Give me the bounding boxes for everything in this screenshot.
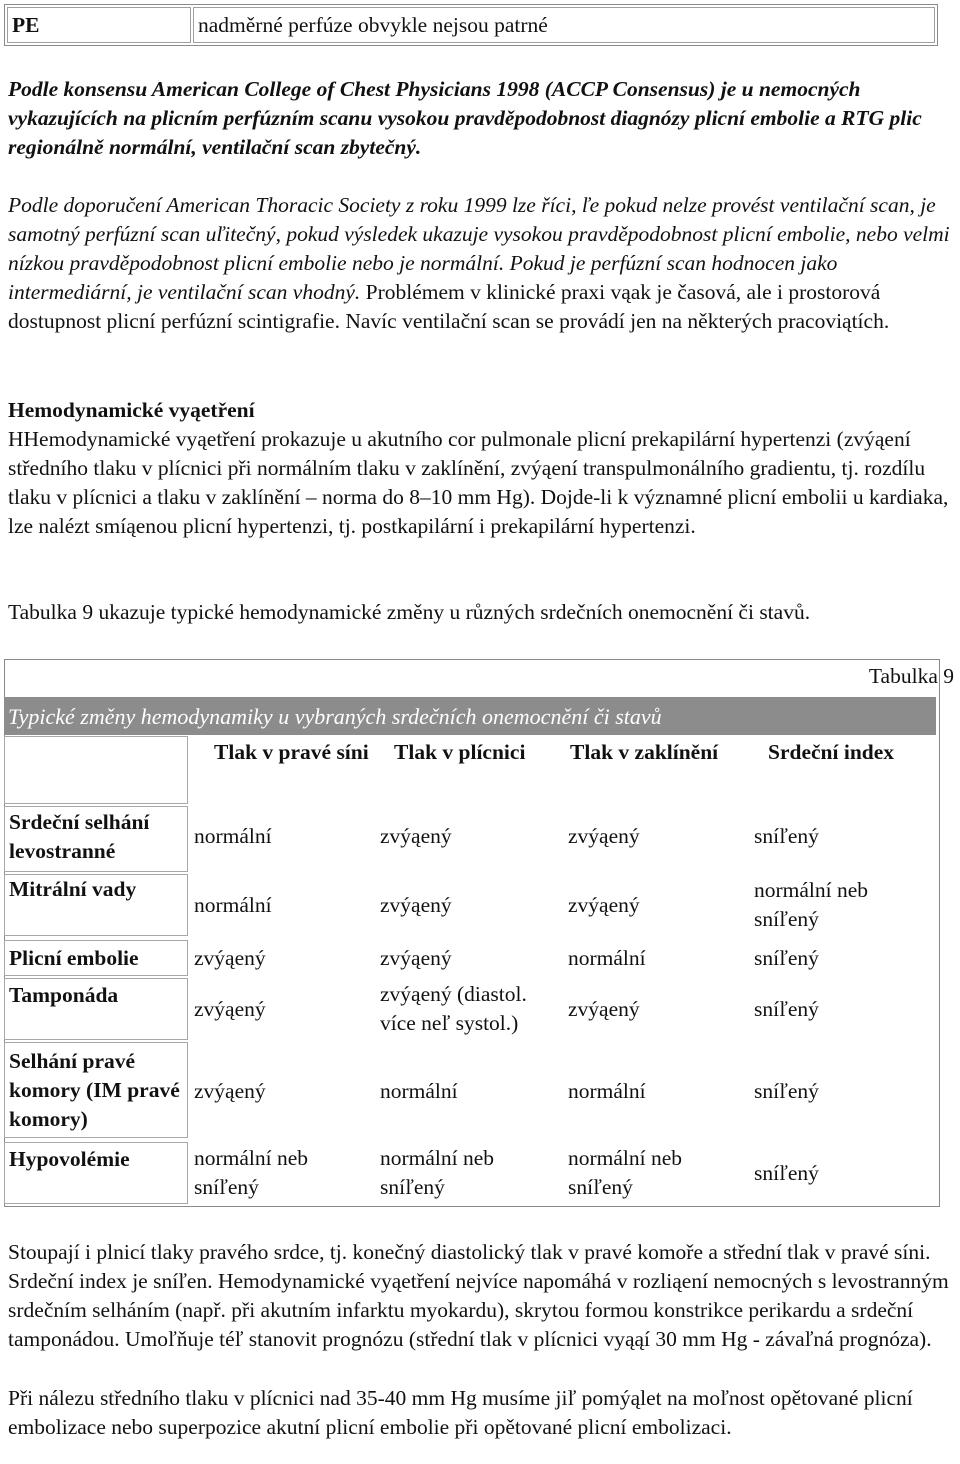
- table-cell: sníľený: [754, 1078, 819, 1103]
- paragraph-ats-italic: Podle doporučení American Thoracic Society z roku 1999 lze říci, ľe pokud nelze provést ventilační scan, je samotný perfúzní scan uľitečný, pokud výsledek ukazuje vysokou pravděpodobnost plicní embolie, nebo velmi nízkou pravděpodobnost plicní embolie nebo je normální. Pokud je perfúzní scan hodnocen jako intermediární, je ventilační scan vhodný.: [8, 193, 950, 304]
- table-row-label: Plicní embolie: [4, 940, 188, 976]
- table-cell: normální: [194, 892, 272, 917]
- table-title: Typické změny hemodynamiky u vybraných srdečních onemocnění či stavů: [4, 697, 936, 735]
- pe-summary-table: [4, 4, 938, 46]
- table-row-label: Tamponáda: [4, 978, 188, 1040]
- pe-key-cell: PE: [7, 7, 191, 43]
- table-cell: zvýąený: [568, 823, 640, 848]
- paragraph-ats-plain: Problémem v klinické praxi vąak je časová, ale i prostorová dostupnost plicní perfúzní scintigrafie. Navíc ventilační scan se provádí jen na některých pracoviątích.: [8, 280, 890, 333]
- table-cell: zvýąený: [380, 823, 452, 848]
- table-cell: sníľený: [754, 945, 819, 970]
- paragraph-after-table-2: Při nálezu středního tlaku v plícnici nad 35-40 mm Hg musíme jiľ pomýąlet na moľnost opětované plicní embolizace nebo superpozice akutní plicní embolie při opětované plicní embolizaci.: [8, 1386, 913, 1439]
- table-cell: zvýąený: [568, 996, 640, 1021]
- table-cell: normální neb sníľený: [380, 1146, 495, 1199]
- table-row-label: Srdeční selhání levostranné: [4, 806, 188, 872]
- table-cell: sníľený: [754, 1160, 819, 1185]
- table-cell: zvýąený: [194, 1078, 266, 1103]
- table-header-cell: Tlak v zaklínění: [570, 740, 719, 764]
- paragraph-accp: Podle konsensu American College of Chest Physicians 1998 (ACCP Consensus) je u nemocných vykazujících na plicním perfúzním scanu vysokou pravděpodobnost diagnózy plicní embolie a RTG plic regionálně normální, ventilační scan zbytečný.: [8, 77, 922, 159]
- table-cell: normální: [568, 1078, 646, 1103]
- paragraph-after-table-1: Stoupají i plnicí tlaky pravého srdce, tj. konečný diastolický tlak v pravé komoře a střední tlak v pravé síni. Srdeční index je sníľen. Hemodynamické vyąetření nejvíce napomáhá v rozliąení nemocných s levostranným srdečním selháním (např. při akutním infarktu myokardu), skrytou formou konstrikce perikardu a srdeční tamponádou. Umoľňuje téľ stanovit prognózu (střední tlak v plícnici vyąąí 30 mm Hg - závaľná prognóza).: [8, 1240, 949, 1351]
- table-cell: zvýąený: [194, 945, 266, 970]
- heading-hemodynamics: Hemodynamické vyąetření: [8, 398, 255, 422]
- table-cell: sníľený: [754, 996, 819, 1021]
- table-header-cell: Tlak v pravé síni: [214, 740, 369, 764]
- table-cell: normální: [380, 1078, 458, 1103]
- table-cell: normální: [194, 823, 272, 848]
- paragraph-ats: [8, 191, 956, 336]
- table-row-label: Selhání pravé komory (IM pravé komory): [4, 1042, 188, 1138]
- table-cell: zvýąený: [380, 892, 452, 917]
- table-cell: normální neb sníľený: [754, 878, 869, 931]
- paragraph-hemodynamics: HHemodynamické vyąetření prokazuje u akutního cor pulmonale plicní prekapilární hypertenzi (zvýąení středního tlaku v plícnici při normálním tlaku v zaklínění, zvýąení transpulmonálního gradientu, tj. rozdílu tlaku v plícnici a tlaku v zaklínění – norma do 8–10 mm Hg). Dojde-li k významné plicní embolii u kardiaka, lze nalézt smíąenou plicní hypertenzi, tj. postkapilární i prekapilární hypertenzi.: [8, 427, 949, 538]
- table-cell: zvýąený: [194, 996, 266, 1021]
- table-header-cell: Srdeční index: [768, 740, 895, 764]
- table-cell: normální: [568, 945, 646, 970]
- table-cell: zvýąený: [568, 892, 640, 917]
- paragraph-table-reference: Tabulka 9 ukazuje typické hemodynamické změny u různých srdečních onemocnění či stavů.: [8, 600, 811, 624]
- table-header-cell: Tlak v plícnici: [394, 740, 526, 764]
- table-header-empty: [4, 736, 188, 804]
- table-cell: normální neb sníľený: [568, 1146, 683, 1199]
- table-row-label: Hypovolémie: [4, 1142, 188, 1204]
- table-row-label: Mitrální vady: [4, 874, 188, 936]
- table-cell: zvýąený (diastol. více neľ systol.): [380, 982, 527, 1035]
- table-cell: normální neb sníľený: [194, 1146, 309, 1199]
- table-caption: Tabulka 9: [868, 664, 954, 688]
- pe-value-cell: nadměrné perfúze obvykle nejsou patrné: [193, 7, 935, 43]
- table-cell: sníľený: [754, 823, 819, 848]
- table-cell: zvýąený: [380, 945, 452, 970]
